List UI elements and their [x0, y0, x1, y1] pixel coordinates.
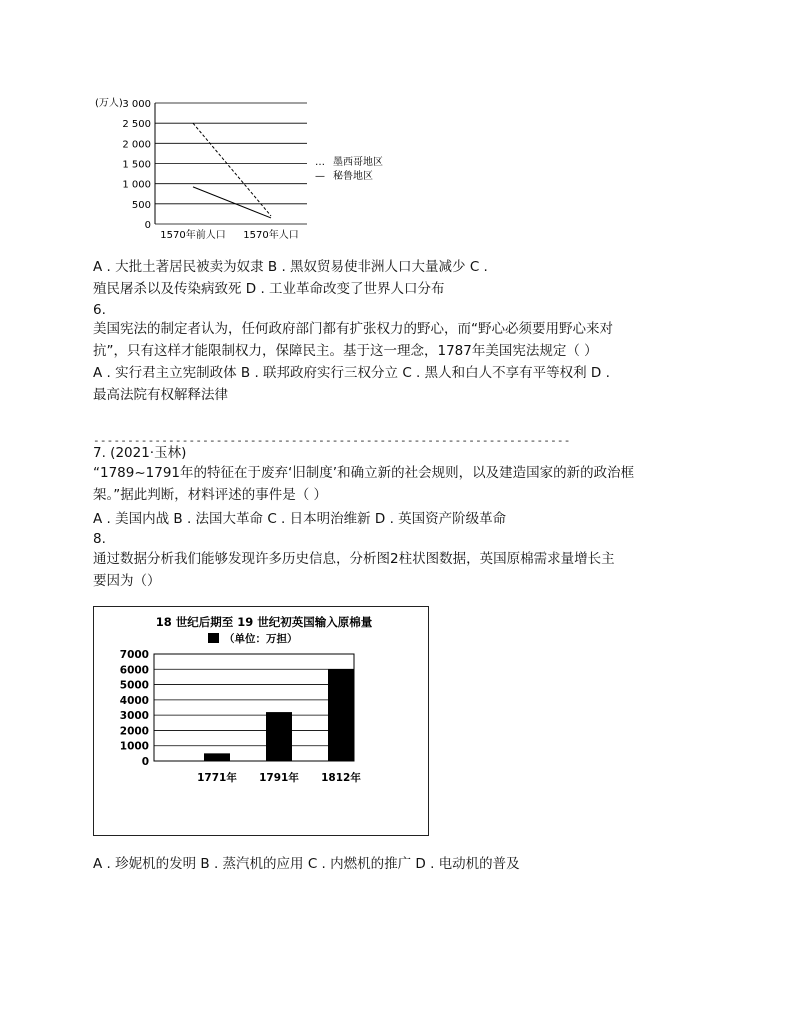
plot-area: [154, 654, 354, 761]
q5-options-line1: A . 大批土著居民被卖为奴隶 B . 黑奴贸易使非洲人口大量减少 C .: [93, 259, 488, 275]
y-tick-label: 3 000: [122, 99, 151, 110]
y-tick-label: 1 000: [122, 179, 151, 191]
q5-options-line2: 殖民屠杀以及传染病致死 D . 工业革命改变了世界人口分布: [93, 281, 445, 297]
q6-stem-line1: 美国宪法的制定者认为，任何政府部门都有扩张权力的野心，而“野心必须要用野心来对: [93, 321, 613, 337]
x-tick-label: 1791年: [259, 772, 299, 784]
q6-number: 6.: [93, 302, 106, 318]
cotton-import-bar-chart: [94, 607, 428, 835]
y-unit-label: (万人): [95, 98, 123, 109]
y-tick-label: 1 500: [122, 159, 151, 171]
bar-1771年: [204, 753, 230, 761]
q6-options-line1: A . 实行君主立宪制政体 B . 联邦政府实行三权分立 C . 黑人和白人不享有平等权利 D .: [93, 365, 610, 381]
bar-1812年: [328, 669, 354, 761]
q8-stem-line1: 通过数据分析我们能够发现许多历史信息，分析图2柱状图数据，英国原棉需求量增长主: [93, 551, 615, 567]
x-tick-label: 1570年前人口: [160, 230, 226, 241]
y-tick-label: 2000: [119, 725, 149, 738]
legend-label-mexico: 墨西哥地区: [333, 157, 383, 168]
series-peru-line: [193, 187, 271, 218]
cotton-import-chart-frame: [93, 606, 429, 836]
legend-mark-mexico: …: [315, 157, 325, 168]
y-tick-label: 5000: [119, 679, 149, 692]
q7-stem-line2: 架。”据此判断，材料评述的事件是（ ）: [93, 487, 328, 503]
x-tick-label: 1812年: [321, 772, 361, 784]
bar-1791年: [266, 712, 292, 761]
legend-label-peru: 秘鲁地区: [333, 171, 373, 182]
y-tick-label: 2 000: [122, 139, 151, 151]
y-tick-label: 3000: [119, 710, 149, 723]
y-tick-label: 500: [131, 199, 151, 211]
y-tick-label: 0: [144, 220, 151, 231]
y-tick-label: 2 500: [122, 119, 151, 131]
population-line-chart: [93, 93, 403, 243]
q6-options-line2: 最高法院有权解释法律: [93, 387, 228, 403]
q8-number: 8.: [93, 531, 106, 547]
q7-options: A . 美国内战 B . 法国大革命 C . 日本明治维新 D . 英国资产阶级革命: [93, 511, 507, 527]
q8-options: A . 珍妮机的发明 B . 蒸汽机的应用 C . 内燃机的推广 D . 电动机的普及: [93, 856, 520, 872]
y-tick-label: 7000: [119, 649, 149, 661]
y-tick-label: 1000: [119, 740, 149, 753]
x-tick-label: 1570年人口: [243, 230, 299, 241]
legend: [315, 155, 383, 182]
y-tick-label: 0: [141, 756, 149, 768]
q8-stem-line2: 要因为（）: [93, 573, 161, 589]
legend-swatch: [208, 633, 219, 643]
q7-number: 7. (2021·玉林): [93, 445, 187, 461]
q6-stem-line2: 抗”，只有这样才能限制权力，保障民主。基于这一理念，1787年美国宪法规定（ ）: [93, 343, 598, 359]
legend-mark-peru: —: [315, 171, 325, 182]
y-tick-label: 4000: [119, 694, 149, 707]
q7-stem-line1: “1789~1791年的特征在于废弃‘旧制度’和确立新的社会规则，以及建造国家的新的政治框: [93, 465, 635, 481]
separator: ----------------------------------------------------------------------: [93, 434, 571, 447]
chart-title: 18 世纪后期至 19 世纪初英国输入原棉量: [155, 615, 373, 629]
y-tick-label: 6000: [119, 664, 149, 677]
legend-label: （单位：万担）: [224, 633, 298, 645]
x-tick-label: 1771年: [197, 772, 237, 784]
